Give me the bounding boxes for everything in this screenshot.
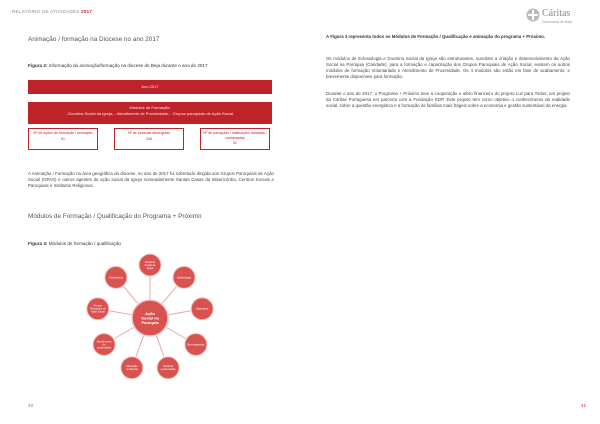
animation-paragraph: A Animação / Formação na área geográfica da diocese, no ano de 2017 foi sobretudo dirigida aos Grupos Paroquiais de Ação Social (GPAS) e outros agentes da ação social da Igreja nomeadamente Santas Casas da Misericórdia, Centros Sociais e Paroquiais e Institutos Religiosos. (28, 171, 274, 188)
module-connector (156, 336, 164, 357)
chart-modules-box (28, 102, 272, 124)
caritas-cross-icon (526, 8, 540, 22)
module-label-line: Pastoral (163, 365, 173, 369)
module-label-line: Social da (144, 263, 156, 267)
right-page (300, 0, 600, 424)
stat-box-parishes (200, 128, 270, 150)
module-connector (166, 328, 185, 339)
stat-box-people (114, 128, 184, 150)
paragraph-energy: Durante o ano de 2017, o Programa + Próximo teve a cooperação e afeto financeiro do projeto Luz para Todos; um projeto da Cáritas Portuguesa em parceria com a Fundação EDP. Este projeto tem como objetivo o conhecimento da realidade social, sobre a questão energética e a formação às famílias mais frágeis sobre a economia e gestão sustentável da energia. (326, 91, 570, 108)
running-header (12, 9, 92, 14)
module-label-line: Social na (141, 315, 159, 321)
section-title: Animação / formação na Diocese no ano 2017 (28, 36, 160, 43)
module-label-line: proximidade (97, 346, 112, 350)
module-label-line: Ação (145, 310, 155, 316)
figure3-caption (28, 241, 121, 246)
intro-bold: A Figura 3 representa todos os Módulos de Formação / Qualificação e animação do programa + Próximo. (326, 34, 546, 39)
logo-subtitle: Diocesana de Beja (542, 20, 573, 24)
module-connector (169, 311, 191, 315)
stat-value: 51 (61, 136, 65, 141)
stat-value: 345 (146, 136, 152, 141)
page-number-right: 41 (580, 403, 586, 408)
module-label-line: Igreja (146, 266, 154, 270)
header-report-title: RELATÓRIO DE ATIVIDADES (12, 9, 80, 14)
module-node (157, 357, 179, 379)
module-label-line: Bioenergéticas (187, 343, 205, 347)
module-connector (110, 311, 132, 315)
module-node (185, 334, 207, 356)
module-label-line: de (102, 343, 106, 347)
figure2-text: Informação da animação/formação na diocese de Beja durante o ano de 2017 (48, 63, 208, 68)
module-node (93, 334, 115, 356)
caritas-logo (526, 6, 586, 32)
module-label-line: Doutrina (145, 260, 155, 264)
module-node (105, 266, 127, 288)
logo-name: Cáritas (542, 8, 571, 19)
figure3-text: Módulos de formação / qualificação (48, 241, 121, 246)
stat-label: Nº de paróquias / instituições visitadas / contactadas (203, 131, 267, 140)
figure3-label: Figura 3: (28, 241, 48, 246)
module-label-line: Grupos (93, 304, 103, 308)
module-label-line: ambiental (126, 368, 138, 372)
stat-value: 51 (233, 141, 237, 146)
chart-modules-title: Módulos de Formação: (129, 105, 171, 110)
module-node (87, 298, 109, 320)
module-node (139, 254, 161, 276)
module-connector (114, 328, 133, 339)
module-label-line: Educação (126, 365, 138, 369)
module-label-line: Eclesiologia (177, 276, 191, 280)
module-connector (124, 287, 138, 304)
module-node (191, 298, 213, 320)
stat-label: Nº de pessoas abrangidas (127, 131, 171, 135)
header-year: 2017 (81, 9, 93, 14)
module-node (121, 357, 143, 379)
module-label-line: Ação Social (90, 310, 105, 314)
paragraph-modules: Os módulos de Eclesiologia e Doutrina Social da Igreja são estruturantes, suscitam a criação e desenvolvimento da Ação Social na Paróquia (Caridade), para a formação e capacitação dos Grupos Paroquiais de Ação Social, existem os outros módulos de formação Voluntariado e Atendimento de Proximidade. Os 4 módulos são estão em fase de acabamento, e brevemente disponíveis para formação. (326, 56, 570, 79)
module-label-line: Paróquia (141, 320, 159, 325)
module-node (173, 266, 195, 288)
modules-diagram (70, 248, 230, 388)
module-label-line: Paroquiais de (89, 307, 106, 311)
module-label-line: penitenciária (160, 368, 176, 372)
center-node (132, 300, 168, 336)
page-number-left: 40 (28, 403, 34, 408)
stat-label: Nº de ações de formação / animação (33, 131, 93, 135)
module-connector (162, 287, 176, 304)
stat-box-actions (28, 128, 98, 150)
figure2-caption (28, 63, 208, 68)
module-connector (136, 336, 144, 357)
chart-year-box: Ano 2017 (28, 80, 272, 94)
module-label-line: Migrações (196, 307, 209, 311)
figure2-label: Figura 2: (28, 63, 48, 68)
module-label-line: Atendimento (96, 340, 112, 344)
section2-title: Módulos de Formação / Qualificação do Programa + Próximo (28, 213, 202, 220)
chart-modules-text: - Doutrina Social da Igreja; - Atendimento de Proximidade; - Grupos paroquiais de Ação Social. (65, 111, 235, 116)
module-label-line: Voluntariado (108, 276, 124, 280)
